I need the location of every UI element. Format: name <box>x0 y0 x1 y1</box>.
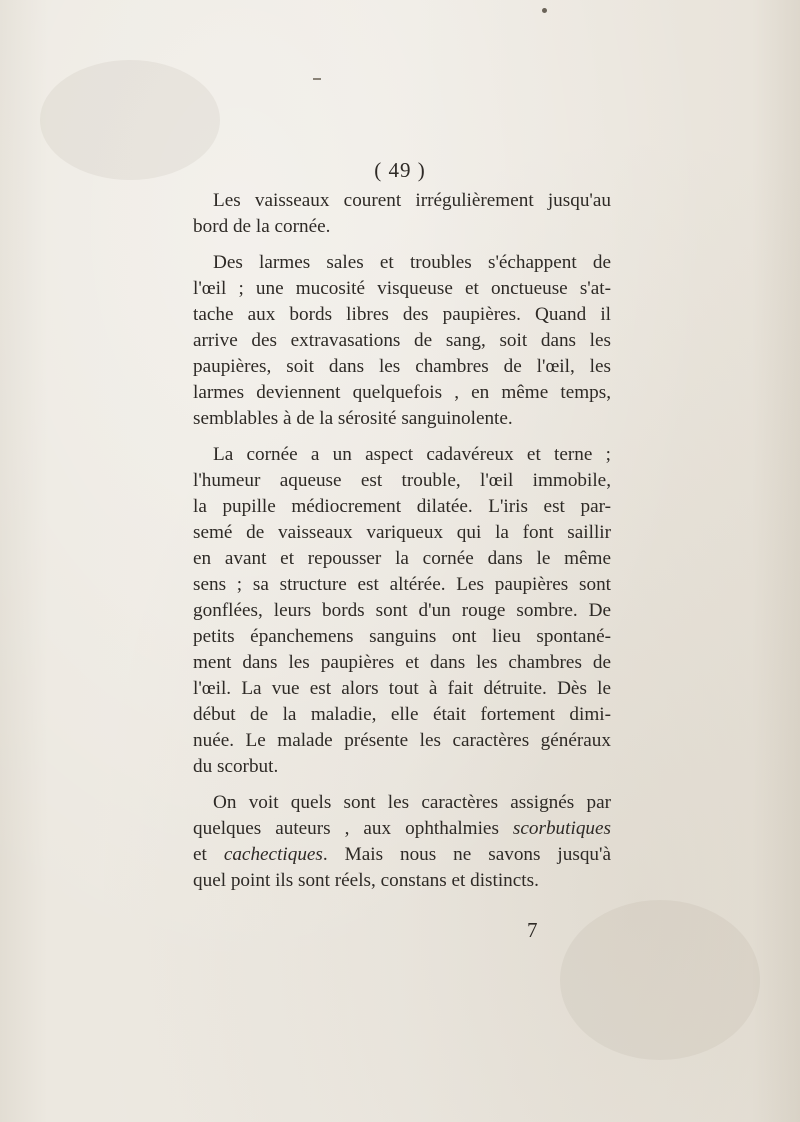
text-line: nuée. Le malade présente les caractères généraux <box>193 730 611 751</box>
text-line: larmes deviennent quelquefois , en même temps, <box>193 382 611 403</box>
text-line: l'œil ; une mucosité visqueuse et onctueuse s'at- <box>193 278 611 299</box>
text-line: gonflées, leurs bords sont d'un rouge sombre. De <box>193 600 611 621</box>
signature-mark: 7 <box>527 918 538 942</box>
text-run: quelques auteurs , aux ophthalmies <box>193 818 513 839</box>
text-line: semblables à de la sérosité sanguinolente. <box>193 408 513 429</box>
italic-term: cachectiques <box>223 844 323 865</box>
page-number: ( 49 ) <box>374 158 426 182</box>
text-line: sens ; sa structure est altérée. Les paupières sont <box>193 574 611 595</box>
ink-mark <box>313 78 321 80</box>
text-line: arrive des extravasations de sang, soit dans les <box>193 330 611 351</box>
paper-stain <box>560 900 760 1060</box>
text-line: Les vaisseaux courent irrégulièrement jusqu'au <box>213 190 611 211</box>
text-line: quel point ils sont réels, constans et distincts. <box>193 870 539 891</box>
text-line: Des larmes sales et troubles s'échappent de <box>213 252 611 273</box>
text-line: l'humeur aqueuse est trouble, l'œil immobile, <box>193 470 611 491</box>
text-line: tache aux bords libres des paupières. Quand il <box>193 304 611 325</box>
ink-speck <box>542 8 547 13</box>
text-line: début de la maladie, elle était fortement dimi- <box>193 704 611 725</box>
text-line <box>193 842 611 868</box>
paragraph-2 <box>193 250 611 432</box>
text-line: l'œil. La vue est alors tout à fait détruite. Dès le <box>193 678 611 699</box>
text-run: . Mais nous ne savons jusqu'à <box>322 844 611 865</box>
text-line: On voit quels sont les caractères assignés par <box>213 792 611 813</box>
text-line: paupières, soit dans les chambres de l'œil, les <box>193 356 611 377</box>
text-line: semé de vaisseaux variqueux qui la font saillir <box>193 522 611 543</box>
paragraph-1 <box>193 188 611 240</box>
paragraph-3 <box>193 442 611 780</box>
text-line: la pupille médiocrement dilatée. L'iris est par- <box>193 496 611 517</box>
text-line: bord de la cornée. <box>193 216 331 237</box>
text-line: ment dans les paupières et dans les chambres de <box>193 652 611 673</box>
text-line: du scorbut. <box>193 756 279 777</box>
paragraph-4 <box>193 790 611 894</box>
body-text <box>193 188 611 904</box>
text-line: petits épanchemens sanguins ont lieu spontané- <box>193 626 611 647</box>
text-line: La cornée a un aspect cadavéreux et terne ; <box>213 444 611 465</box>
text-line: en avant et repousser la cornée dans le même <box>193 548 611 569</box>
text-run: et <box>193 844 224 865</box>
italic-term: scorbutiques <box>512 818 611 839</box>
text-line <box>193 816 611 842</box>
